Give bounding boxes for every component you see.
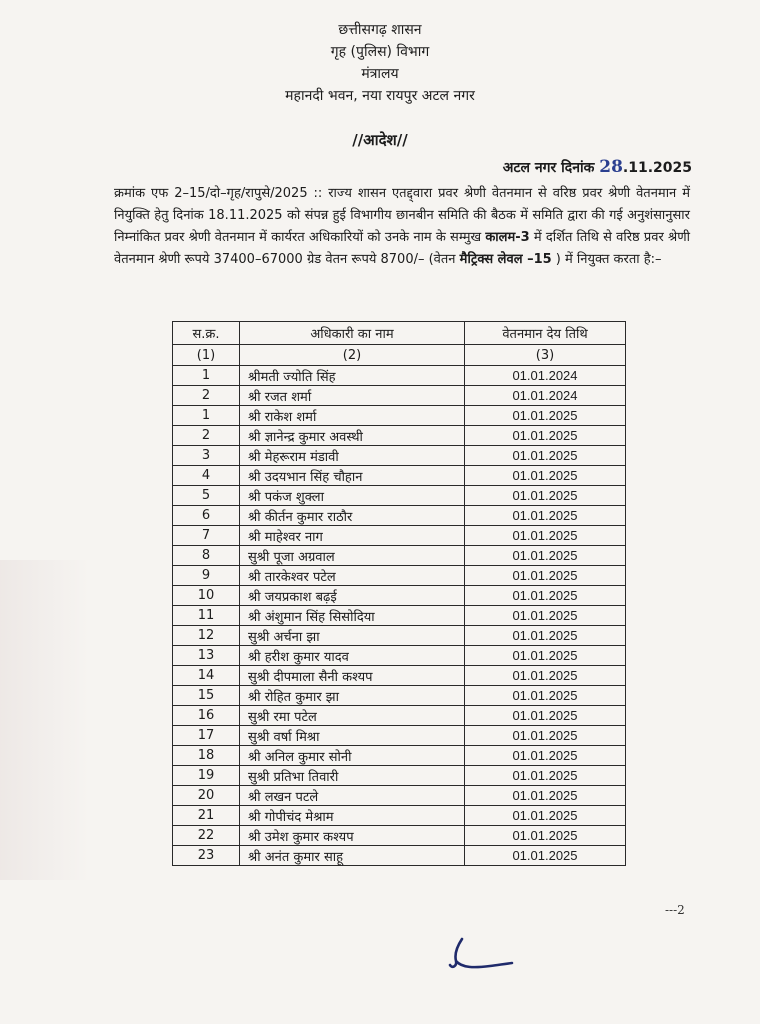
table-row (173, 466, 626, 486)
officers-table (172, 321, 626, 866)
officer-name-cell: सुश्री वर्षा मिश्रा (240, 726, 465, 746)
officer-name-cell: श्री माहेश्वर नाग (240, 526, 465, 546)
table-row (173, 426, 626, 446)
table-row (173, 486, 626, 506)
table-row (173, 406, 626, 426)
header-pay-date: वेतनमान देय तिथि (465, 322, 626, 345)
paragraph-part1: क्रमांक एफ 2–15/दो–गृह/रापुसे/2025 :: राज्य शासन एतद्द्वारा प्रवर श्रेणी वेतनमान से वरिष्ठ प्रवर श्रेणी वेतनमान में नियुक्ति हेतु दिनांक 18.11.2025 को संपन्न हुई विभागीय छानबीन समिति की बैठक में समिति द्वारा की गई अनुशंसानुसार निम्नांकित प्रवर श्रेणी वेतनमान में कार्यरत अधिकारियों को उनके नाम के सम्मुख (114, 186, 690, 245)
table-row (173, 666, 626, 686)
officer-name-cell: सुश्री पूजा अग्रवाल (240, 546, 465, 566)
order-date (503, 157, 692, 177)
table-row (173, 606, 626, 626)
serial-cell: 13 (173, 646, 240, 666)
table-row (173, 706, 626, 726)
officer-name-cell: सुश्री प्रतिभा तिवारी (240, 766, 465, 786)
table-row (173, 786, 626, 806)
pay-date-cell: 01.01.2025 (465, 626, 626, 646)
officer-name-cell: सुश्री दीपमाला सैनी कश्यप (240, 666, 465, 686)
header-officer-name: अधिकारी का नाम (240, 322, 465, 345)
order-paragraph (114, 183, 690, 271)
pay-date-cell: 01.01.2025 (465, 726, 626, 746)
pay-date-cell: 01.01.2025 (465, 406, 626, 426)
col-number-2: (2) (240, 345, 465, 366)
officer-name-cell: श्री ज्ञानेन्द्र कुमार अवस्थी (240, 426, 465, 446)
date-prefix: अटल नगर दिनांक (502, 160, 595, 176)
officer-name-cell: श्री हरीश कुमार यादव (240, 646, 465, 666)
pay-date-cell: 01.01.2025 (465, 846, 626, 866)
paragraph-bold-level: मैट्रिक्स लेवल –15 (459, 252, 552, 267)
officer-name-cell: श्री रजत शर्मा (240, 386, 465, 406)
serial-cell: 4 (173, 466, 240, 486)
officer-name-cell: सुश्री रमा पटेल (240, 706, 465, 726)
serial-cell: 3 (173, 446, 240, 466)
table-row (173, 646, 626, 666)
pay-date-cell: 01.01.2025 (465, 666, 626, 686)
pay-date-cell: 01.01.2025 (465, 586, 626, 606)
serial-cell: 17 (173, 726, 240, 746)
serial-cell: 22 (173, 826, 240, 846)
officer-name-cell: श्री अंशुमान सिंह सिसोदिया (240, 606, 465, 626)
pay-date-cell: 01.01.2025 (465, 806, 626, 826)
col-number-3: (3) (465, 345, 626, 366)
officer-name-cell: श्रीमती ज्योति सिंह (240, 366, 465, 386)
serial-cell: 1 (173, 366, 240, 386)
officer-name-cell: श्री गोपीचंद मेश्राम (240, 806, 465, 826)
header-government: छत्तीसगढ़ शासन (338, 22, 422, 38)
header-ministry: मंत्रालय (361, 66, 399, 82)
table-row (173, 726, 626, 746)
serial-cell: 2 (173, 386, 240, 406)
serial-cell: 5 (173, 486, 240, 506)
officer-name-cell: श्री मेहरूराम मंडावी (240, 446, 465, 466)
pay-date-cell: 01.01.2025 (465, 686, 626, 706)
officer-name-cell: सुश्री अर्चना झा (240, 626, 465, 646)
pay-date-cell: 01.01.2025 (465, 446, 626, 466)
col-number-1: (1) (173, 345, 240, 366)
table-row (173, 526, 626, 546)
serial-cell: 7 (173, 526, 240, 546)
serial-cell: 19 (173, 766, 240, 786)
table-row (173, 566, 626, 586)
table-row (173, 686, 626, 706)
serial-cell: 11 (173, 606, 240, 626)
table-row (173, 446, 626, 466)
table-row (173, 806, 626, 826)
pay-date-cell: 01.01.2025 (465, 466, 626, 486)
pay-date-cell: 01.01.2025 (465, 566, 626, 586)
table-row (173, 846, 626, 866)
pay-date-cell: 01.01.2025 (465, 486, 626, 506)
serial-cell: 2 (173, 426, 240, 446)
pay-date-cell: 01.01.2025 (465, 506, 626, 526)
header-department: गृह (पुलिस) विभाग (330, 44, 430, 60)
table-row (173, 546, 626, 566)
pay-date-cell: 01.01.2025 (465, 606, 626, 626)
serial-cell: 12 (173, 626, 240, 646)
pay-date-cell: 01.01.2025 (465, 746, 626, 766)
date-rest: .11.2025 (622, 160, 692, 176)
officer-name-cell: श्री जयप्रकाश बढ़ई (240, 586, 465, 606)
serial-cell: 16 (173, 706, 240, 726)
pay-date-cell: 01.01.2025 (465, 706, 626, 726)
table-row (173, 826, 626, 846)
date-day-handwritten: 28 (599, 157, 623, 177)
officer-name-cell: श्री कीर्तन कुमार राठौर (240, 506, 465, 526)
pay-date-cell: 01.01.2025 (465, 766, 626, 786)
paragraph-part3: ) में नियुक्त करता है:– (551, 252, 662, 267)
serial-cell: 9 (173, 566, 240, 586)
pay-date-cell: 01.01.2025 (465, 646, 626, 666)
serial-cell: 1 (173, 406, 240, 426)
serial-cell: 15 (173, 686, 240, 706)
serial-cell: 14 (173, 666, 240, 686)
serial-cell: 10 (173, 586, 240, 606)
officer-name-cell: श्री उमेश कुमार कश्यप (240, 826, 465, 846)
officer-name-cell: श्री राकेश शर्मा (240, 406, 465, 426)
serial-cell: 18 (173, 746, 240, 766)
serial-cell: 23 (173, 846, 240, 866)
table-row (173, 366, 626, 386)
pay-date-cell: 01.01.2025 (465, 526, 626, 546)
table-column-number-row (173, 345, 626, 366)
officer-name-cell: श्री पकंज शुक्ला (240, 486, 465, 506)
header-serial: स.क्र. (173, 322, 240, 345)
table-row (173, 626, 626, 646)
paper-shadow (0, 560, 90, 880)
pay-date-cell: 01.01.2025 (465, 826, 626, 846)
serial-cell: 21 (173, 806, 240, 826)
officer-name-cell: श्री लखन पटले (240, 786, 465, 806)
serial-cell: 6 (173, 506, 240, 526)
table-header-row (173, 322, 626, 345)
order-title: //आदेश// (352, 131, 408, 149)
officer-name-cell: श्री रोहित कुमार झा (240, 686, 465, 706)
officer-name-cell: श्री अनंत कुमार साहू (240, 846, 465, 866)
page-continuation-marker: ---2 (665, 903, 685, 917)
serial-cell: 20 (173, 786, 240, 806)
officer-name-cell: श्री उदयभान सिंह चौहान (240, 466, 465, 486)
table-row (173, 586, 626, 606)
pay-date-cell: 01.01.2024 (465, 366, 626, 386)
table-row (173, 506, 626, 526)
serial-cell: 8 (173, 546, 240, 566)
paragraph-bold-column: कालम-3 (485, 230, 530, 245)
header-address: महानदी भवन, नया रायपुर अटल नगर (285, 88, 475, 104)
table-row (173, 766, 626, 786)
signature-mark (440, 935, 520, 975)
pay-date-cell: 01.01.2025 (465, 426, 626, 446)
officer-name-cell: श्री तारकेश्वर पटेल (240, 566, 465, 586)
table-row (173, 746, 626, 766)
pay-date-cell: 01.01.2024 (465, 386, 626, 406)
pay-date-cell: 01.01.2025 (465, 786, 626, 806)
paragraph-part2: में दर्शित तिथि से वरिष्ठ प्रवर श्रेणी वेतनमान श्रेणी रूपये 37400–67000 ग्रेड वेतन रूपये 8700/– (वेतन (114, 230, 690, 267)
officer-name-cell: श्री अनिल कुमार सोनी (240, 746, 465, 766)
table-row (173, 386, 626, 406)
pay-date-cell: 01.01.2025 (465, 546, 626, 566)
